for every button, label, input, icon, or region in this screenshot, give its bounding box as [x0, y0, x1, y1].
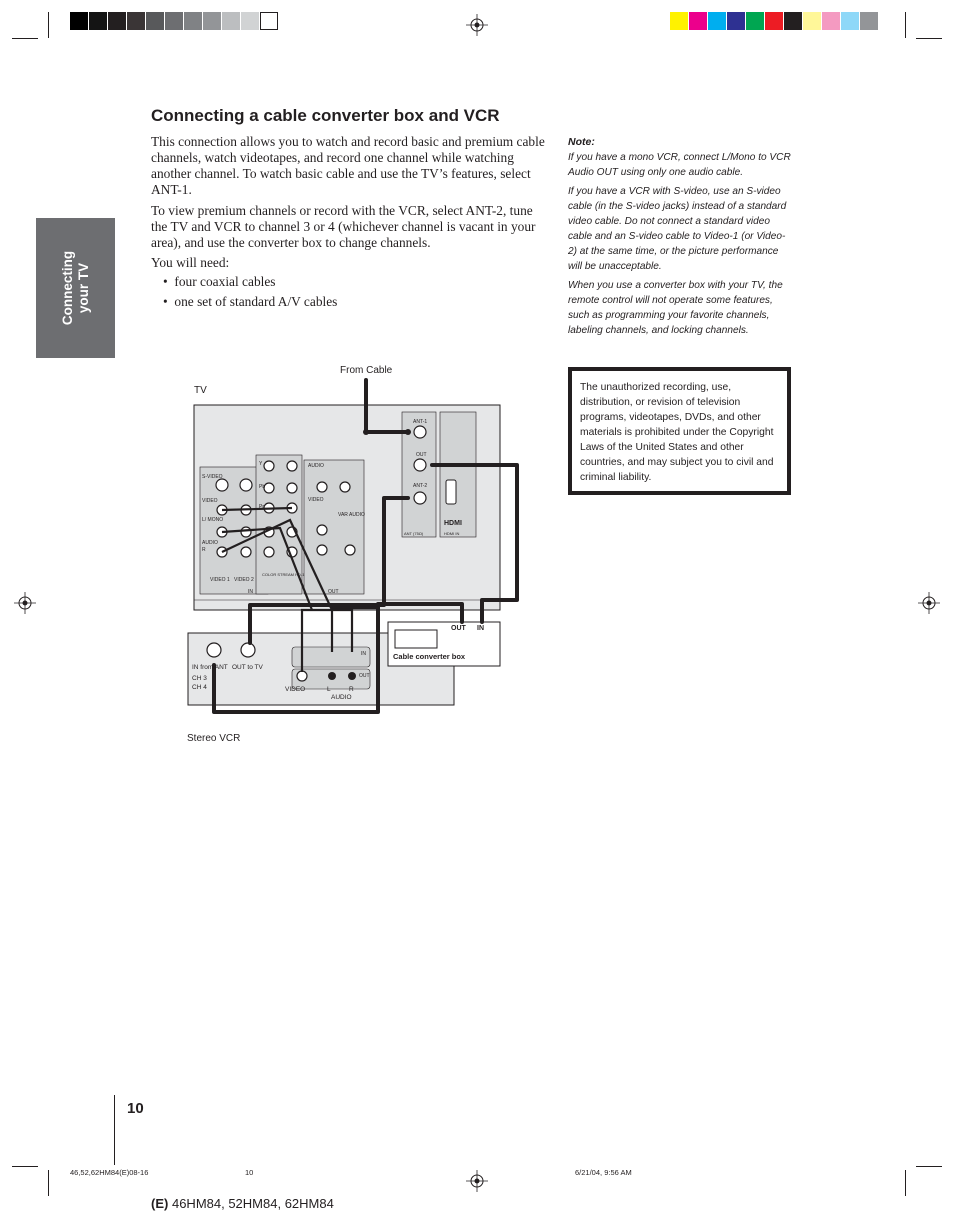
color-swatch: [241, 12, 259, 30]
tv-svideo-label: S-VIDEO: [202, 474, 223, 480]
footer-date: 6/21/04, 9:56 AM: [575, 1168, 632, 1177]
tv-video-out-label: VIDEO: [308, 497, 324, 503]
color-swatch: [822, 12, 840, 30]
crop-mark: [916, 38, 942, 39]
color-swatch: [146, 12, 164, 30]
color-swatch: [184, 12, 202, 30]
tv-video2-label: VIDEO 2: [234, 577, 254, 583]
tv-audio-out-panel: [304, 460, 364, 594]
footer-model-list: 46HM84, 52HM84, 62HM84: [171, 1196, 334, 1211]
color-swatch: [260, 12, 278, 30]
tv-ant2-label: ANT-2: [413, 483, 428, 489]
tv-video-label: VIDEO: [202, 498, 218, 504]
from-cable-label: From Cable: [340, 365, 393, 376]
tv-in-label: IN: [248, 589, 253, 595]
tv-ant1-label: ANT-1: [413, 419, 428, 425]
cable-box-out-label: OUT: [451, 625, 466, 632]
color-swatch: [670, 12, 688, 30]
color-swatch: [784, 12, 802, 30]
tv-pr-label: Pr: [259, 504, 264, 510]
crop-mark: [916, 1166, 942, 1167]
vcr-out-label: OUT: [359, 673, 370, 679]
color-swatch: [165, 12, 183, 30]
registration-mark-icon: [466, 1170, 488, 1192]
footer-model-prefix: (E): [151, 1196, 169, 1211]
color-swatch: [222, 12, 240, 30]
color-swatch: [108, 12, 126, 30]
intro-paragraph: This connection allows you to watch and record basic and premium cable channels, watch videotapes, and record one channel while watching another channel. To watch basic cable and use the TV’s features, select ANT-1.: [151, 134, 545, 197]
section-tab-line2: your TV: [75, 262, 91, 314]
page-title: Connecting a cable converter box and VCR: [151, 106, 500, 125]
color-swatch: [746, 12, 764, 30]
tv-out-jack-label: OUT: [416, 452, 427, 458]
page-number: 10: [127, 1100, 144, 1117]
tv-pb-label: Pb: [259, 484, 266, 490]
hdmi-port-icon: [446, 480, 456, 504]
footer-page: 10: [245, 1168, 254, 1177]
tv-r-label: R: [202, 547, 206, 553]
tv-cs1-label: COLOR STREAM HD-1: [262, 572, 305, 577]
tv-lmono-label: L/ MONO: [202, 517, 224, 523]
color-swatch: [70, 12, 88, 30]
stereo-vcr-label: Stereo VCR: [187, 733, 241, 744]
color-swatch: [727, 12, 745, 30]
crop-mark: [48, 1170, 49, 1196]
color-swatch: [708, 12, 726, 30]
tv-hdmi-panel: [440, 412, 476, 537]
tv-hdmi-in-label: HDMI IN: [444, 531, 460, 536]
vcr-l-label: L: [327, 686, 331, 693]
margin-rule: [114, 1095, 115, 1165]
crop-mark: [12, 38, 38, 39]
tv-var-audio-label: VAR AUDIO: [338, 512, 365, 518]
cable-box-label: Cable converter box: [393, 652, 466, 661]
list-item: • four coaxial cables: [163, 274, 276, 289]
tv-label: TV: [194, 385, 207, 396]
copyright-warning-text: The unauthorized recording, use, distribution, or revision of television programs, videotapes, DVDs, and other materials is prohibited under the Copyright Laws of the United States and other countries, and may subject you to civil and criminal liability.: [580, 382, 774, 483]
color-swatch: [860, 12, 878, 30]
crop-mark: [48, 12, 49, 38]
copyright-warning-box: [568, 367, 791, 495]
section-tab: [36, 218, 115, 358]
registration-mark-icon: [466, 14, 488, 36]
color-swatch: [841, 12, 859, 30]
crop-mark: [905, 12, 906, 38]
premium-paragraph: To view premium channels or record with the VCR, select ANT-2, tune the TV and VCR to channel 3 or 4 (whichever channel is vacant in your area), and use the converter box to change channels.: [151, 203, 536, 250]
color-swatch: [203, 12, 221, 30]
footer-file: 46,52,62HM84(E)08-16: [70, 1168, 149, 1177]
vcr-r-label: R: [349, 686, 354, 693]
tv-y-label: Y: [259, 461, 263, 467]
tv-audio-label: AUDIO: [202, 540, 218, 546]
vcr-ch4-label: CH 4: [192, 684, 207, 691]
cable-box-in-label: IN: [477, 625, 484, 632]
tv-out-label: OUT: [328, 589, 339, 595]
you-will-need: You will need:: [151, 255, 230, 270]
note-title: Note:: [568, 136, 595, 148]
tv-audio-out-label: AUDIO: [308, 463, 324, 469]
vcr-out-to-tv-label: OUT to TV: [232, 664, 263, 671]
vcr-video-label: VIDEO: [285, 686, 306, 693]
list-item: • one set of standard A/V cables: [163, 294, 338, 309]
registration-mark-icon: [918, 592, 940, 614]
vcr-in-label: IN: [361, 651, 366, 657]
section-tab-line1: Connecting: [59, 250, 75, 326]
crop-mark: [905, 1170, 906, 1196]
note-item: If you have a mono VCR, connect L/Mono to VCR Audio OUT using only one audio cable.: [568, 152, 791, 178]
registration-mark-icon: [14, 592, 36, 614]
tv-video1-label: VIDEO 1: [210, 577, 230, 583]
note-item: When you use a converter box with your TV, the remote control will not operate some features, such as programming your favorite channels, labeling channels, and locking channels.: [568, 280, 783, 336]
tv-hdmi-label: HDMI: [444, 520, 462, 527]
color-swatch: [127, 12, 145, 30]
color-swatch: [765, 12, 783, 30]
color-swatch: [89, 12, 107, 30]
vcr-in-from-ant-label: IN from ANT: [192, 664, 228, 671]
tv-ant-in-label: ANT (75Ω): [404, 531, 424, 536]
crop-mark: [12, 1166, 38, 1167]
color-swatch: [689, 12, 707, 30]
connection-diagram: [180, 360, 540, 750]
footer-models: [151, 1196, 334, 1211]
vcr-audio-label: AUDIO: [331, 694, 352, 701]
vcr-ch3-label: CH 3: [192, 675, 207, 682]
note-item: If you have a VCR with S-video, use an S-video cable (in the S-video jacks) instead of a standard video cable. Do not connect a standard video cable and an S-video cable to Video-1 (or Video-2) at the same time, or the picture performance will be unacceptable.: [568, 186, 787, 272]
color-swatch: [803, 12, 821, 30]
